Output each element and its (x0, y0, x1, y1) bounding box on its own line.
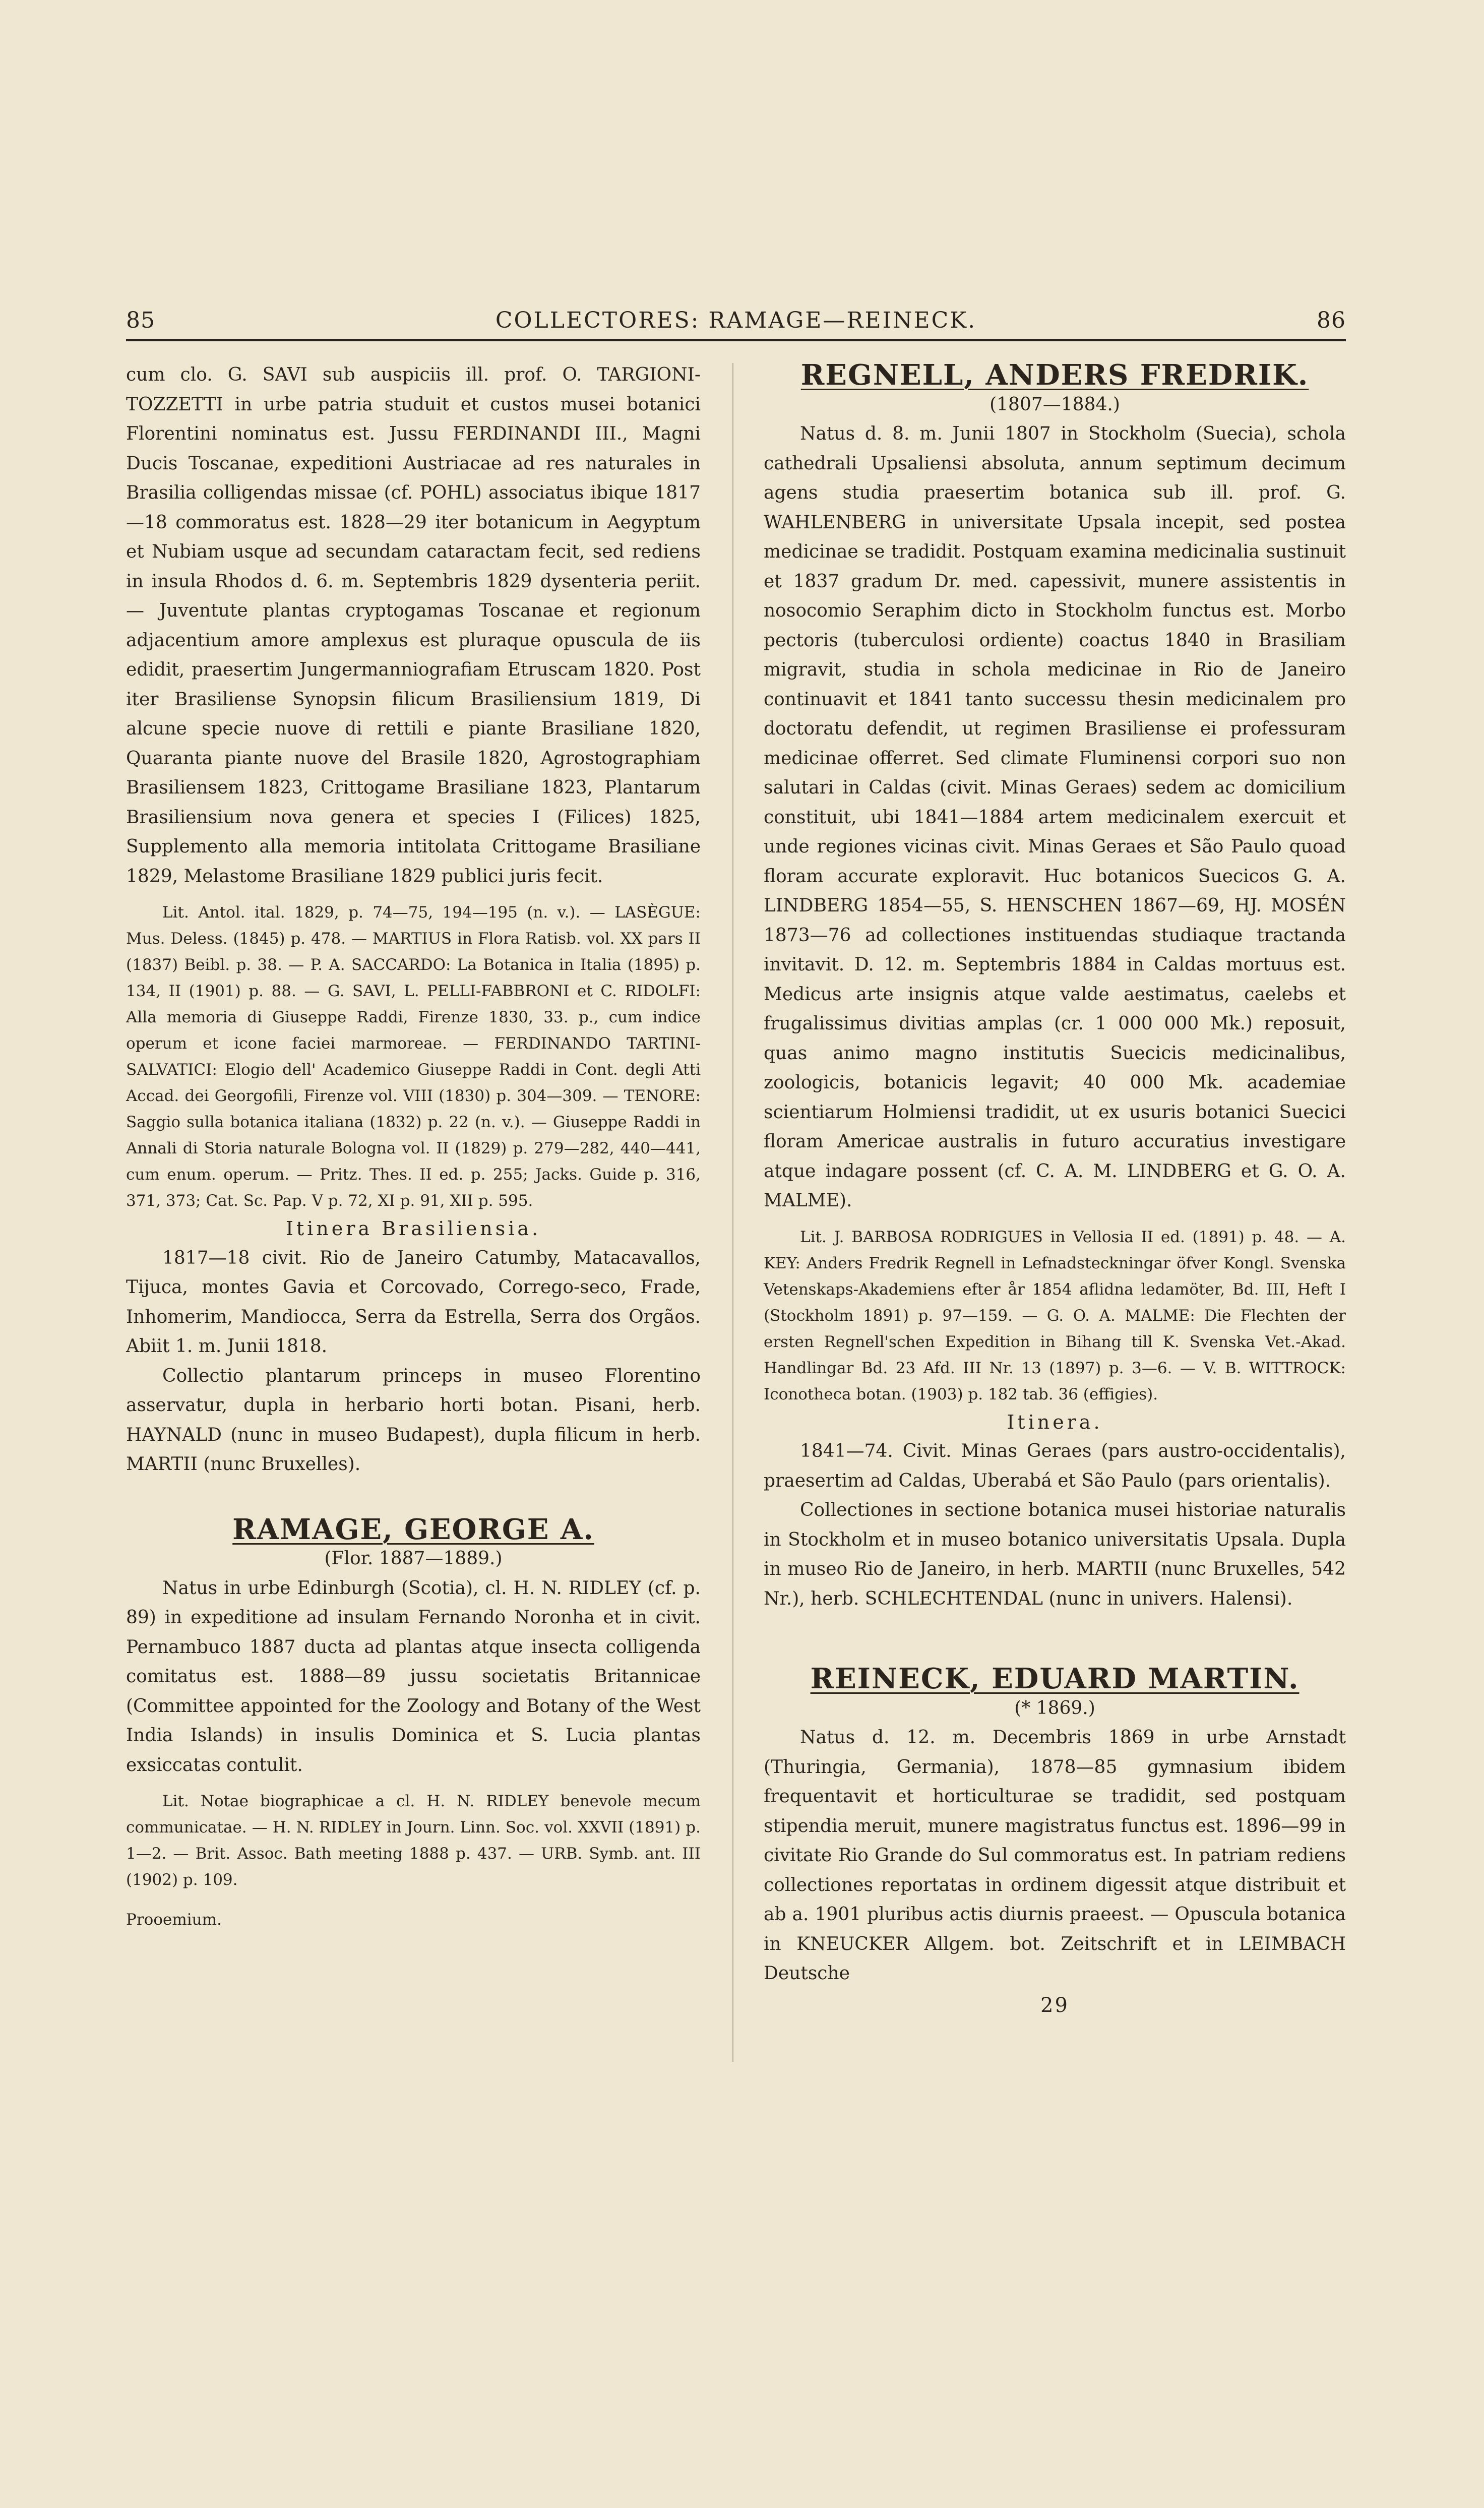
regnell-dates: (1807—1884.) (990, 394, 1120, 415)
raddi-collection: Collectio plantarum princeps in museo Florentino asservatur, dupla in herbario horti botan. Pisani, herb. HAYNALD (nunc in museo Budapest), dupla filicum in herb. MARTII (nunc Bruxelles). (126, 1365, 701, 1475)
prooemium-note: Prooemium. (126, 1911, 222, 1929)
regnell-literature: Lit. J. BARBOSA RODRIGUES in Vellosia II ed. (1891) p. 48. — A. KEY: Anders Fredrik Regnell in Lefnadsteckningar öfver Kongl. Svenska Vetenskaps-Akademiens efter år 1854 aflidna ledamöter, Bd. III, Heft I (Stockholm 1891) p. 97—159. — G. O. A. MALME: Die Flechten der ersten Regnell'schen Expedition in Bihang till K. Svenska Vet.-Akad. Handlingar Bd. 23 Afd. III Nr. 13 (1897) p. 3—6. — V. B. WITTROCK: Iconotheca botan. (1903) p. 182 tab. 36 (effigies). (764, 1228, 1346, 1403)
page-number-left: 85 (126, 308, 155, 333)
page-header (126, 308, 1346, 348)
raddi-literature: Lit. Antol. ital. 1829, p. 74—75, 194—195 (n. v.). — LASÈGUE: Mus. Deless. (1845) p. 478. — MARTIUS in Flora Ratisb. vol. XX pars II (1837) Beibl. p. 38. — P. A. SACCARDO: La Botanica in Italia (1895) p. 134, II (1901) p. 88. — G. SAVI, L. PELLI-FABBRONI et C. RIDOLFI: Alla memoria di Giuseppe Raddi, Firenze 1830, 33. p., cum indice operum et icone faciei marmoreae. — FERDINANDO TARTINI-SALVATICI: Elogio dell' Academico Giuseppe Raddi in Cont. degli Atti Accad. dei Georgofili, Firenze vol. VIII (1830) p. 304—309. — TENORE: Saggio sulla botanica italiana (1832) p. 22 (n. v.). — Giuseppe Raddi in Annali di Storia naturale Bologna vol. II (1829) p. 279—282, 440—441, cum enum. operum. — Pritz. Thes. II ed. p. 255; Jacks. Guide p. 316, 371, 373; Cat. Sc. Pap. V p. 72, XI p. 91, XII p. 595. (126, 903, 701, 1210)
itinera-title: Itinera. (1007, 1411, 1103, 1433)
running-title: COLLECTORES: RAMAGE—REINECK. (495, 308, 977, 333)
regnell-heading: REGNELL, ANDERS FREDRIK. (800, 358, 1309, 392)
ramage-dates: (Flor. 1887—1889.) (324, 1548, 503, 1569)
regnell-biography: Natus d. 8. m. Junii 1807 in Stockholm (Suecia), schola cathedrali Upsaliensi absoluta, annum septimum decimum agens studia praesertim botanica sub ill. prof. G. WAHLENBERG in universitate Upsala incepit, sed postea medicinae se tradidit. Postquam examina medicinalia sustinuit et 1837 gradum Dr. med. capessivit, munere assistentis in nosocomio Seraphim dicto in Stockholm functus est. Morbo pectoris (tuberculosi ordiente) coactus 1840 in Brasiliam migravit, studia in schola medicinae in Rio de Janeiro continuavit et 1841 tanto successu thesin medicinalem pro doctoratu defendit, ut regimen Brasiliense ei professuram medicinae offerret. Sed climate Fluminensi corpori suo non salutari in Caldas (civit. Minas Geraes) sedem ac domicilium constituit, ubi 1841—1884 artem medicinalem exercuit et unde regiones vicinas civit. Minas Geraes et São Paulo quoad floram accurate exploravit. Huc botanicos Suecicos G. A. LINDBERG 1854—55, S. HENSCHEN 1867—69, HJ. MOSÉN 1873—76 ad collectiones instituendas studiaque tractanda invitavit. D. 12. m. Septembris 1884 in Caldas mortuus est. Medicus arte insignis atque valde aestimatus, caelebs et frugalissimus divitias amplas (cr. 1 000 000 Mk.) reposuit, quas animo magno institutis Suecicis medicinalibus, zoologicis, botanicis legavit; 40 000 Mk. academiae scientiarum Holmiensi tradidit, ut ex usuris botanici Suecici floram Americae australis in futuro accuratius investigare atque indagare possent (cf. C. A. M. LINDBERG et G. O. A. MALME). (764, 423, 1346, 1211)
regnell-collection: Collectiones in sectione botanica musei historiae naturalis in Stockholm et in museo botanico universitatis Upsala. Dupla in museo Rio de Janeiro, in herb. MARTII (nunc Bruxelles, 542 Nr.), herb. SCHLECHTENDAL (nunc in univers. Halensi). (764, 1500, 1346, 1609)
raddi-itinerary: 1817—18 civit. Rio de Janeiro Catumby, Matacavallos, Tijuca, montes Gavia et Corcovado, Corrego-seco, Frade, Inhomerim, Mandiocca, Serra da Estrella, Serra dos Orgãos. Abiit 1. m. Junii 1818. (126, 1247, 701, 1357)
ramage-literature: Lit. Notae biographicae a cl. H. N. RIDLEY benevole mecum communicatae. — H. N. RIDLEY in Journ. Linn. Soc. vol. XXVII (1891) p. 1—2. — Brit. Assoc. Bath meeting 1888 p. 437. — URB. Symb. ant. III (1902) p. 109. (126, 1792, 701, 1889)
regnell-itinerary: 1841—74. Civit. Minas Geraes (pars austro-occidentalis), praesertim ad Caldas, Uberabá et São Paulo (pars orientalis). (764, 1441, 1346, 1491)
column-divider (732, 363, 733, 2062)
ramage-biography: Natus in urbe Edinburgh (Scotia), cl. H. N. RIDLEY (cf. p. 89) in expeditione ad insulam Fernando Noronha et in civit. Pernambuco 1887 ducta ad plantas atque insecta colligenda comitatus est. 1888—89 jussu societatis Britannicae (Committee appointed for the Zoology and Botany of the West India Islands) in insulis Dominica et S. Lucia plantas exsiccatas contulit. (126, 1577, 701, 1776)
ramage-heading: RAMAGE, GEORGE A. (232, 1512, 594, 1546)
left-column (126, 360, 701, 1935)
signature-mark: 29 (1040, 1993, 1069, 2017)
page-number-right: 86 (1317, 308, 1346, 333)
header-rule (126, 339, 1346, 341)
raddi-biography: cum clo. G. SAVI sub auspiciis ill. prof. O. TARGIONI-TOZZETTI in urbe patria studuit et custos musei botanici Florentini nominatus est. Jussu FERDINANDI III., Magni Ducis Toscanae, expeditioni Austriacae ad res naturales in Brasilia colligendas missae (cf. POHL) associatus ibique 1817—18 commoratus est. 1828—29 iter botanicum in Aegyptum et Nubiam usque ad secundam cataractam fecit, sed rediens in insula Rhodos d. 6. m. Septembris 1829 dysenteria periit. — Juventute plantas cryptogamas Toscanae et regionum adjacentium amore amplexus est pluraque opuscula de iis edidit, praesertim Jungermanniografiam Etruscam 1820. Post iter Brasiliense Synopsin filicum Brasiliensium 1819, Di alcune specie nuove di rettili e piante Brasiliane 1820, Quaranta piante nuove del Brasile 1820, Agrostographiam Brasiliensem 1823, Crittogame Brasiliane 1823, Plantarum Brasiliensium nova genera et species I (Filices) 1825, Supplemento alla memoria intitolata Crittogame Brasiliane 1829, Melastome Brasiliane 1829 publici juris fecit. (126, 364, 701, 887)
reineck-heading: REINECK, EDUARD MARTIN. (810, 1662, 1300, 1695)
right-column (764, 360, 1346, 2020)
reineck-dates: (* 1869.) (1014, 1697, 1095, 1719)
itinera-brasiliensia-title: Itinera Brasiliensia. (285, 1217, 541, 1240)
reineck-biography: Natus d. 12. m. Decembris 1869 in urbe Arnstadt (Thuringia, Germania), 1878—85 gymnasium ibidem frequentavit et horticulturae se tradidit, sed postquam stipendia meruit, munere magistratus functus est. 1896—99 in civitate Rio Grande do Sul commoratus est. In patriam rediens collectiones reportatas in ordinem digessit atque distribuit et ab a. 1901 pluribus actis diurnis praeest. — Opuscula botanica in KNEUCKER Allgem. bot. Zeitschrift et in LEIMBACH Deutsche (764, 1727, 1346, 1984)
